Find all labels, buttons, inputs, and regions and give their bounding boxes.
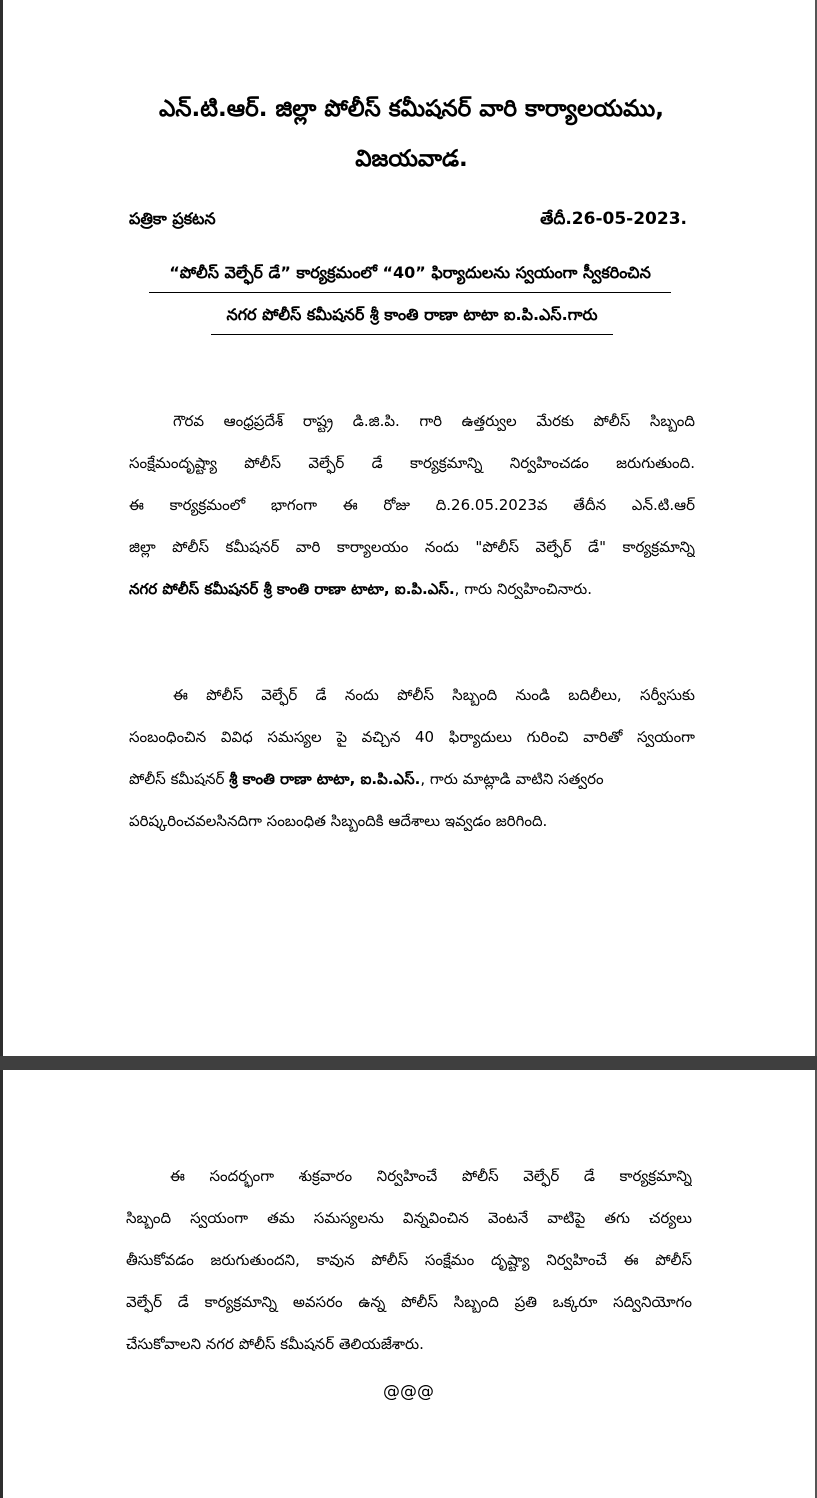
commissioner-name-bold: నగర పోలీస్ కమీషనర్ శ్రీ కాంతి రాణా టాటా, ఐ.పి.ఎస్. xyxy=(129,580,455,598)
paragraph-3-line-5: చేసుకోవాలని నగర పోలీస్ కమీషనర్ తెలియజేశారు. xyxy=(126,1335,424,1353)
paragraph-1-line-5-rest: , గారు నిర్వహించినారు. xyxy=(454,580,593,598)
office-title: ఎన్.టి.ఆర్. జిల్లా పోలీస్ కమీషనర్ వారి కార్యాలయము, xyxy=(158,96,665,122)
paragraph-2 xyxy=(129,674,695,842)
paragraph-1-line-5 xyxy=(129,568,695,610)
commissioner-name-bold: శ్రీ కాంతి రాణా టాటా, ఐ.పి.ఎస్. xyxy=(229,770,421,788)
paragraph-2-line-4: పరిష్కరించవలసినదిగా సంబంధిత సిబ్బందికి ఆదేశాలు ఇవ్వడం జరిగింది. xyxy=(129,812,548,830)
paragraph-1-line-4: జిల్లా పోలీస్ కమీషనర్ వారి కార్యాలయం నందు "పోలీస్ వెల్ఫేర్ డే" కార్యక్రమాన్ని xyxy=(129,538,695,556)
paragraph-2-line-3-start: పోలీస్ కమీషనర్ xyxy=(129,770,230,788)
office-city: విజయవాడ. xyxy=(355,146,468,172)
page-separator xyxy=(0,1056,817,1070)
release-date: తేదీ.26-05-2023. xyxy=(540,209,687,229)
paragraph-3-line-2: సిబ్బంది స్వయంగా తమ సమస్యలను విన్నవించిన వెంటనే వాటిపై తగు చర్యలు xyxy=(126,1209,692,1227)
paragraph-1-line-3: ఈ కార్యక్రమంలో భాగంగా ఈ రోజు ది.26.05.2023వ తేదీన ఎన్.టి.ఆర్ xyxy=(129,496,695,514)
paragraph-1-line-2: సంక్షేమందృష్ట్యా పోలీస్ వెల్ఫేర్ డే కార్యక్రమాన్ని నిర్వహించడం జరుగుతుంది. xyxy=(129,454,695,472)
release-title-line-2: నగర పోలీస్ కమీషనర్ శ్రీ కాంతి రాణా టాటా ఐ.పి.ఎస్.గారు xyxy=(211,302,613,335)
closing-mark: @@@ xyxy=(383,1382,434,1402)
paragraph-1-line-1: గౌరవ ఆంధ్రప్రదేశ్ రాష్ట్ర డి.జి.పి. గారి ఉత్తర్వుల మేరకు పోలీస్ సిబ్బంది xyxy=(173,412,695,430)
paragraph-1 xyxy=(129,400,695,610)
paragraph-2-line-3 xyxy=(129,758,695,800)
paragraph-3-line-3: తీసుకోవడం జరుగుతుందని, కావున పోలీస్ సంక్షేమం దృష్ట్యా నిర్వహించే ఈ పోలీస్ xyxy=(126,1251,692,1269)
paragraph-2-line-2: సంబంధించిన వివిధ సమస్యల పై వచ్చిన 40 ఫిర్యాదులు గురించి వారితో స్వయంగా xyxy=(129,728,695,746)
paragraph-3 xyxy=(126,1155,692,1365)
release-title-line-1: “పోలీస్ వెల్ఫేర్ డే” కార్యక్రమంలో “40” ఫిర్యాదులను స్వయంగా స్వీకరించిన xyxy=(149,260,671,293)
paragraph-2-line-1: ఈ పోలీస్ వెల్ఫేర్ డే నందు పోలీస్ సిబ్బంది నుండి బదిలీలు, సర్వీసుకు xyxy=(173,686,695,704)
paragraph-2-line-3-rest: , గారు మాట్లాడి వాటిని సత్వరం xyxy=(420,770,604,788)
paragraph-3-line-4: వెల్ఫేర్ డే కార్యక్రమాన్ని అవసరం ఉన్న పోలీస్ సిబ్బంది ప్రతి ఒక్కరూ సద్వినియోగం xyxy=(126,1293,692,1311)
paragraph-3-line-1: ఈ సందర్భంగా శుక్రవారం నిర్వహించే పోలీస్ వెల్ఫేర్ డే కార్యక్రమాన్ని xyxy=(170,1167,692,1185)
press-release-label: పత్రికా ప్రకటన xyxy=(129,209,216,228)
